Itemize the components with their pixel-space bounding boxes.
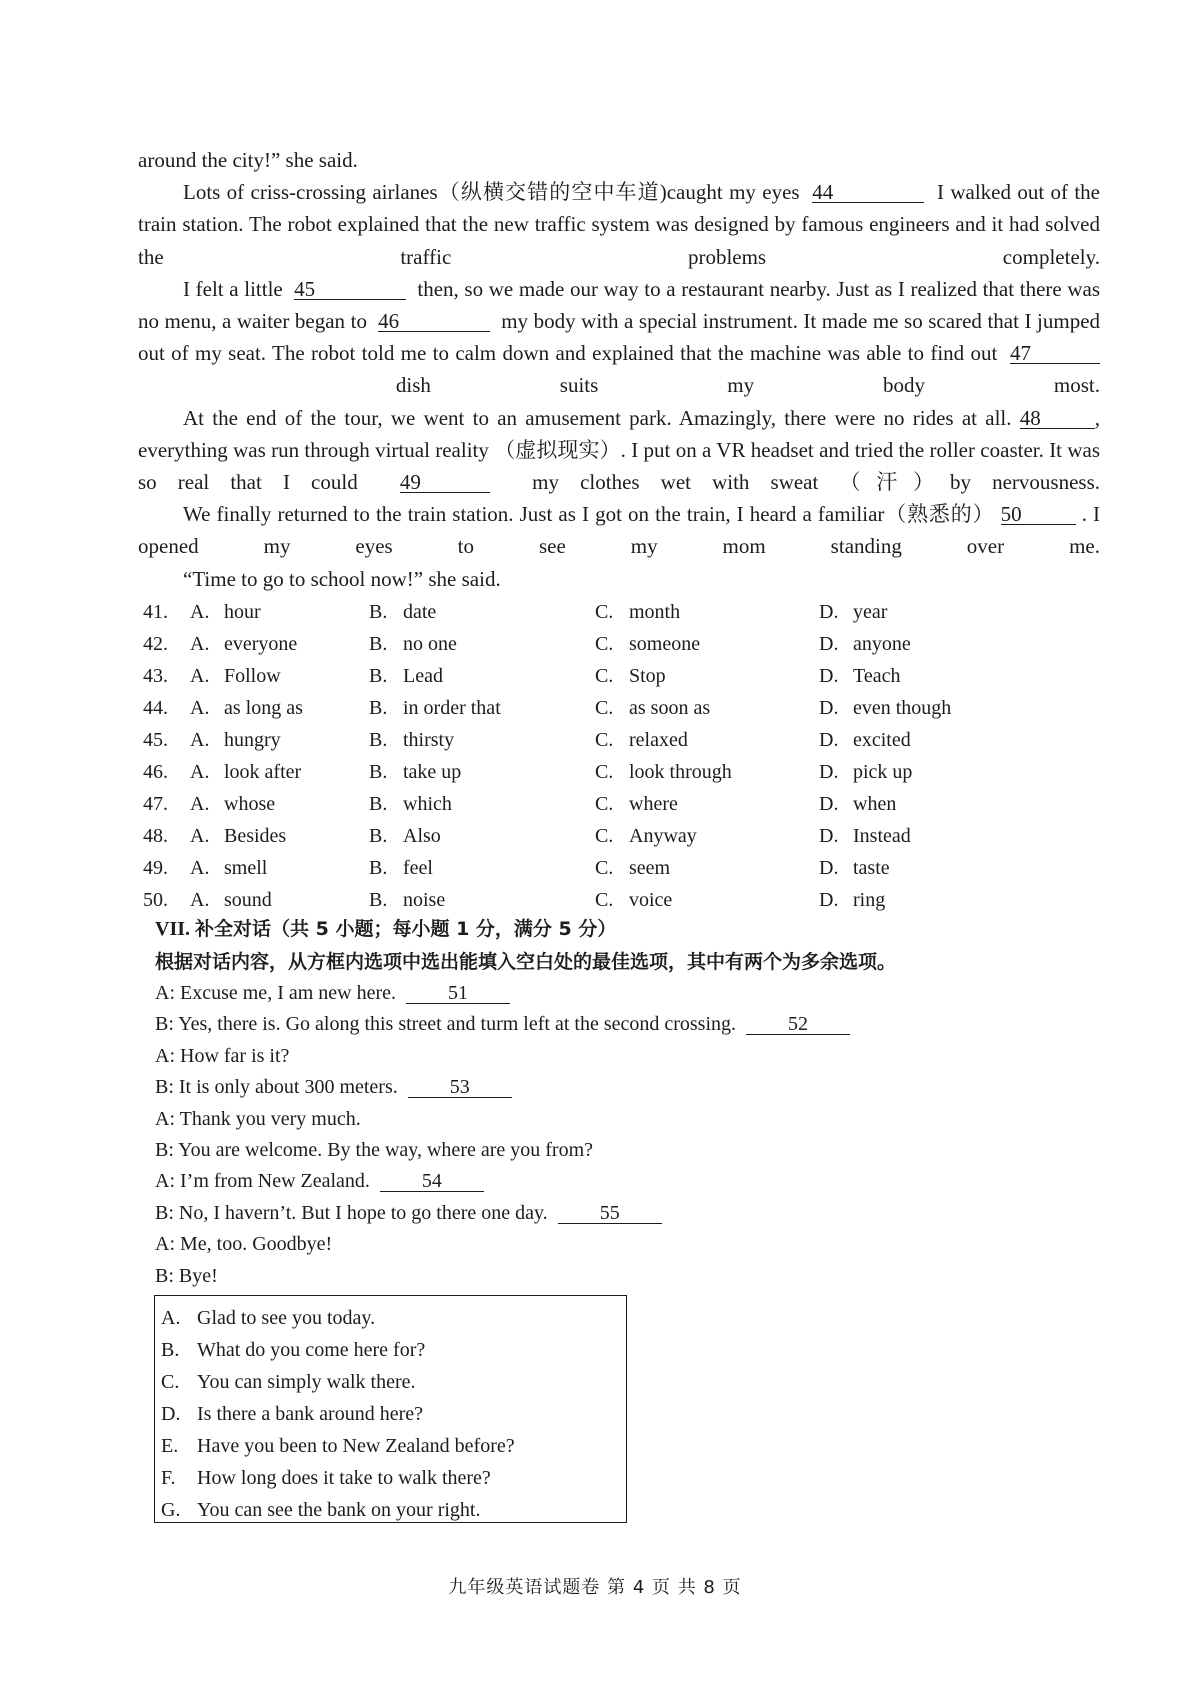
section-heading: 补全对话（共 5 小题；每小题 1 分，满分 5 分） xyxy=(195,918,617,940)
section-instructions: 根据对话内容，从方框内选项中选出能填入空白处的最佳选项，其中有两个为多余选项。 xyxy=(155,951,897,973)
option-row xyxy=(143,724,1083,756)
choice-letter: D. xyxy=(161,1403,181,1425)
passage-text: “Time to go to school now!” she said. xyxy=(183,566,501,591)
option-letter: A. xyxy=(190,825,210,847)
question-number: 48. xyxy=(143,825,168,847)
passage-paragraph xyxy=(138,273,1100,402)
option-text: as long as xyxy=(224,697,303,719)
dialogue-text: B: Bye! xyxy=(155,1264,218,1287)
option-b xyxy=(369,692,501,724)
option-text: look after xyxy=(224,761,302,783)
passage-text: dish suits my body most. xyxy=(395,373,1101,398)
choice-text: Have you been to New Zealand before? xyxy=(197,1435,515,1457)
question-number: 50. xyxy=(143,889,168,911)
option-text: in order that xyxy=(403,697,501,719)
choice-item xyxy=(155,1334,626,1366)
blank-54: 54 xyxy=(380,1171,484,1192)
option-letter: C. xyxy=(595,665,614,687)
option-text: smell xyxy=(224,857,268,879)
cloze-passage xyxy=(138,144,1100,595)
section-numeral: VII. xyxy=(155,918,191,940)
option-text: Lead xyxy=(403,665,443,687)
option-letter: B. xyxy=(369,825,388,847)
passage-paragraph xyxy=(138,498,1100,562)
option-d xyxy=(819,628,911,660)
option-b xyxy=(369,596,436,628)
blank-48: 48 xyxy=(1020,408,1095,429)
option-letter: C. xyxy=(595,601,614,623)
option-text: hour xyxy=(224,601,261,623)
choice-letter: G. xyxy=(161,1499,181,1521)
option-d xyxy=(819,692,951,724)
option-letter: A. xyxy=(190,633,210,655)
option-d xyxy=(819,596,887,628)
option-letter: A. xyxy=(190,889,210,911)
option-letter: D. xyxy=(819,889,839,911)
choice-item xyxy=(155,1430,626,1462)
option-b xyxy=(369,852,433,884)
option-b xyxy=(369,660,443,692)
passage-text: I felt a little xyxy=(183,276,283,301)
dialogue-line xyxy=(155,1009,850,1040)
option-letter: C. xyxy=(595,825,614,847)
option-d xyxy=(819,724,911,756)
option-text: thirsty xyxy=(403,729,455,751)
option-text: sound xyxy=(224,889,272,911)
blank-55: 55 xyxy=(558,1203,662,1224)
option-letter: A. xyxy=(190,697,210,719)
question-number: 46. xyxy=(143,761,168,783)
option-text: pick up xyxy=(853,761,913,783)
blank-46: 46 xyxy=(378,311,490,332)
option-text: ring xyxy=(853,889,886,911)
option-text: Besides xyxy=(224,825,287,847)
choice-text: You can simply walk there. xyxy=(197,1371,416,1393)
dialogue-line xyxy=(155,978,850,1009)
blank-49: 49 xyxy=(400,472,490,493)
question-number: 47. xyxy=(143,793,168,815)
blank-52: 52 xyxy=(746,1014,850,1035)
option-letter: D. xyxy=(819,729,839,751)
option-letter: A. xyxy=(190,761,210,783)
option-letter: D. xyxy=(819,825,839,847)
option-letter: B. xyxy=(369,889,388,911)
option-d xyxy=(819,788,896,820)
option-row xyxy=(143,852,1083,884)
option-d xyxy=(819,852,890,884)
option-a xyxy=(190,660,281,692)
option-a xyxy=(190,628,297,660)
option-row xyxy=(143,788,1083,820)
passage-paragraph xyxy=(138,176,1100,273)
dialogue-text: B: No, I havern’t. But I hope to go there one day. xyxy=(155,1201,548,1224)
passage-text: . I opened my eyes to see my mom standing over me. xyxy=(138,502,1101,559)
dialogue xyxy=(155,978,850,1292)
blank-45: 45 xyxy=(294,279,406,300)
option-b xyxy=(369,724,454,756)
question-number: 49. xyxy=(143,857,168,879)
dialogue-line xyxy=(155,1198,850,1229)
option-letter: A. xyxy=(190,729,210,751)
passage-text: then, so we made our way to a restaurant nearby. Just as I realized that there was no menu, a waiter began to xyxy=(138,276,1101,334)
option-letter: D. xyxy=(819,761,839,783)
passage-text: Lots of criss-crossing airlanes（纵横交错的空中车道)caught my eyes xyxy=(183,180,800,205)
blank-47: 47 xyxy=(1010,343,1100,364)
option-text: whose xyxy=(224,793,276,815)
question-number: 41. xyxy=(143,601,168,623)
dialogue-line xyxy=(155,1104,850,1135)
option-text: anyone xyxy=(853,633,911,655)
option-c xyxy=(595,756,732,788)
option-text: taste xyxy=(853,857,890,879)
dialogue-text: A: Me, too. Goodbye! xyxy=(155,1233,333,1256)
option-letter: A. xyxy=(190,857,210,879)
blank-50: 50 xyxy=(1001,504,1076,525)
passage-text: At the end of the tour, we went to an amusement park. Amazingly, there were no rides at all. xyxy=(183,405,1012,430)
option-row xyxy=(143,660,1083,692)
option-a xyxy=(190,788,275,820)
dialogue-line xyxy=(155,1135,850,1166)
dialogue-line xyxy=(155,1166,850,1197)
dialogue-text: A: Excuse me, I am new here. xyxy=(155,982,397,1004)
option-a xyxy=(190,852,267,884)
option-a xyxy=(190,756,301,788)
option-letter: A. xyxy=(190,601,210,623)
choice-item xyxy=(155,1302,626,1334)
option-text: where xyxy=(629,793,678,815)
option-text: Also xyxy=(403,825,441,847)
passage-text: We finally returned to the train station. Just as I got on the train, I heard a familiar（熟悉的） xyxy=(183,502,995,527)
dialogue-line xyxy=(155,1229,850,1260)
option-letter: B. xyxy=(369,729,388,751)
choice-letter: E. xyxy=(161,1435,179,1457)
option-text: Anyway xyxy=(629,825,697,847)
option-text: Teach xyxy=(853,665,901,687)
option-letter: A. xyxy=(190,793,210,815)
choice-item xyxy=(155,1398,626,1430)
option-b xyxy=(369,820,441,852)
cloze-options xyxy=(143,596,1083,916)
option-text: take up xyxy=(403,761,462,783)
dialogue-text: A: Thank you very much. xyxy=(155,1107,361,1130)
option-row xyxy=(143,596,1083,628)
option-text: Follow xyxy=(224,665,281,687)
option-c xyxy=(595,820,697,852)
passage-text: I walked out of the train station. The robot explained that the new traffic system was designed by famous engineers and it had solved the traffic problems completely. xyxy=(138,180,1101,269)
dialogue-text: B: Yes, there is. Go along this street and turm left at the second crossing. xyxy=(155,1013,737,1036)
option-text: relaxed xyxy=(629,729,688,751)
option-row xyxy=(143,692,1083,724)
option-text: feel xyxy=(403,857,433,879)
choice-letter: A. xyxy=(161,1307,181,1329)
option-c xyxy=(595,628,700,660)
option-text: excited xyxy=(853,729,911,751)
option-text: as soon as xyxy=(629,697,711,719)
dialogue-line xyxy=(155,1041,850,1072)
page-footer: 九年级英语试题卷 第 4 页 共 8 页 xyxy=(448,1577,742,1598)
option-letter: D. xyxy=(819,857,839,879)
option-letter: D. xyxy=(819,665,839,687)
option-letter: C. xyxy=(595,729,614,751)
option-text: voice xyxy=(629,889,673,911)
option-d xyxy=(819,820,911,852)
choice-text: Is there a bank around here? xyxy=(197,1403,423,1425)
option-a xyxy=(190,692,303,724)
option-row xyxy=(143,628,1083,660)
dialogue-line xyxy=(155,1261,850,1292)
choice-item xyxy=(155,1494,626,1526)
passage-line xyxy=(138,144,1100,176)
option-text: someone xyxy=(629,633,701,655)
option-letter: B. xyxy=(369,793,388,815)
dialogue-text: A: How far is it? xyxy=(155,1044,290,1067)
blank-44: 44 xyxy=(812,182,924,203)
option-text: noise xyxy=(403,889,446,911)
choice-letter: C. xyxy=(161,1371,180,1393)
option-text: when xyxy=(853,793,897,815)
option-d xyxy=(819,756,912,788)
option-letter: C. xyxy=(595,857,614,879)
question-number: 42. xyxy=(143,633,168,655)
option-c xyxy=(595,596,680,628)
choice-letter: F. xyxy=(161,1467,176,1489)
option-text: date xyxy=(403,601,437,623)
choice-item xyxy=(155,1462,626,1494)
option-c xyxy=(595,724,688,756)
dialogue-line xyxy=(155,1072,850,1103)
passage-text: my clothes wet with sweat （汗）by nervousness. xyxy=(532,470,1101,495)
option-letter: D. xyxy=(819,633,839,655)
option-b xyxy=(369,788,452,820)
option-d xyxy=(819,884,885,916)
option-letter: B. xyxy=(369,761,388,783)
option-text: year xyxy=(853,601,888,623)
option-letter: C. xyxy=(595,633,614,655)
choice-item xyxy=(155,1366,626,1398)
question-number: 44. xyxy=(143,697,168,719)
option-letter: C. xyxy=(595,761,614,783)
section-title xyxy=(155,914,616,941)
option-text: Instead xyxy=(853,825,911,847)
choice-letter: B. xyxy=(161,1339,180,1361)
passage-paragraph xyxy=(138,563,1100,595)
blank-51: 51 xyxy=(406,983,510,1004)
option-text: hungry xyxy=(224,729,281,751)
option-letter: D. xyxy=(819,601,839,623)
option-letter: B. xyxy=(369,633,388,655)
option-d xyxy=(819,660,900,692)
choice-text: What do you come here for? xyxy=(197,1339,426,1361)
choice-box xyxy=(154,1295,627,1523)
question-number: 43. xyxy=(143,665,168,687)
dialogue-text: B: You are welcome. By the way, where are you from? xyxy=(155,1138,594,1161)
passage-text: , everything was run through virtual reality （虚拟现实）. I put on a VR headset and tried the roller coaster. It was so real that I could xyxy=(138,405,1100,495)
passage-text: around the city!” she said. xyxy=(138,148,358,172)
question-number: 45. xyxy=(143,729,168,751)
option-letter: D. xyxy=(819,793,839,815)
option-letter: B. xyxy=(369,857,388,879)
option-letter: D. xyxy=(819,697,839,719)
option-text: Stop xyxy=(629,665,666,687)
option-c xyxy=(595,884,672,916)
option-row xyxy=(143,820,1083,852)
passage-text: my body with a special instrument. It made me so scared that I jumped out of my seat. The robot told me to calm down and explained that the machine was able to find out xyxy=(138,309,1101,366)
option-a xyxy=(190,884,272,916)
dialogue-text: A: I’m from New Zealand. xyxy=(155,1170,370,1193)
option-b xyxy=(369,756,461,788)
option-b xyxy=(369,628,457,660)
option-letter: B. xyxy=(369,697,388,719)
passage-paragraph xyxy=(138,402,1100,499)
option-letter: C. xyxy=(595,697,614,719)
option-text: which xyxy=(403,793,452,815)
option-b xyxy=(369,884,445,916)
option-letter: B. xyxy=(369,601,388,623)
option-letter: B. xyxy=(369,665,388,687)
option-text: month xyxy=(629,601,681,623)
option-c xyxy=(595,660,666,692)
option-c xyxy=(595,692,710,724)
blank-53: 53 xyxy=(408,1077,512,1098)
choice-text: How long does it take to walk there? xyxy=(197,1467,491,1489)
option-text: everyone xyxy=(224,633,298,655)
option-text: even though xyxy=(853,697,952,719)
option-c xyxy=(595,852,670,884)
option-a xyxy=(190,596,261,628)
option-letter: C. xyxy=(595,793,614,815)
option-a xyxy=(190,724,281,756)
option-letter: C. xyxy=(595,889,614,911)
choice-text: You can see the bank on your right. xyxy=(197,1499,481,1521)
option-text: look through xyxy=(629,761,732,783)
option-c xyxy=(595,788,678,820)
option-text: no one xyxy=(403,633,457,655)
option-a xyxy=(190,820,286,852)
dialogue-text: B: It is only about 300 meters. xyxy=(155,1076,398,1099)
option-text: seem xyxy=(629,857,671,879)
option-letter: A. xyxy=(190,665,210,687)
option-row xyxy=(143,756,1083,788)
option-row xyxy=(143,884,1083,916)
choice-text: Glad to see you today. xyxy=(197,1307,376,1329)
